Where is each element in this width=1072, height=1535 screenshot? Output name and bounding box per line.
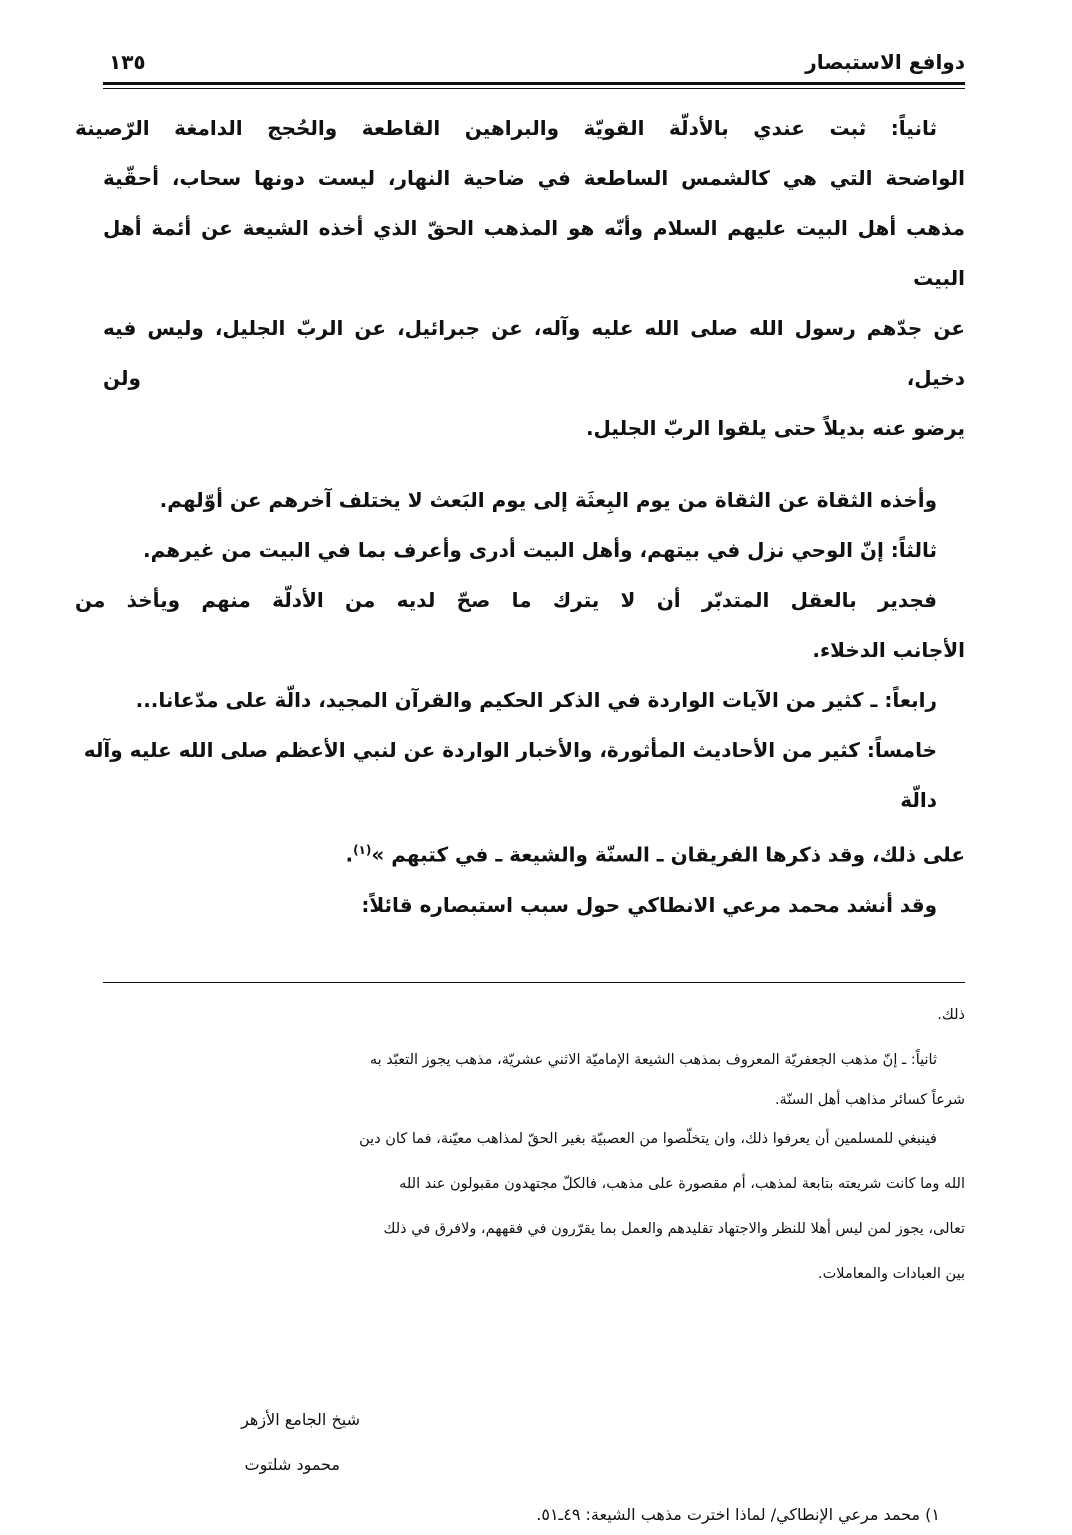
note-line: فينبغي للمسلمين أن يعرفوا ذلك، وان يتخلّصوا من العصبيّة بغير الحقّ لمذاهب معيّنة، فما كان دين [359,1130,937,1147]
signature-block [150,1397,360,1487]
body-line: الواضحة التي هي كالشمس الساطعة في ضاحية النهار، ليست دونها سحاب، أحقّية [103,166,965,190]
closing-text: وقد أنشد [839,892,937,917]
note-line: تعالى، يجوز لمن ليس أهلا للنظر والاجتهاد تقليدهم والعمل بما يقرّرون في فقههم، ولافرق في ذلك [383,1220,965,1237]
body-line: رابعاً: ـ كثير من الآيات الواردة في الذكر الحكيم والقرآن المجيد، دالّة على مدّعانا... [135,688,937,712]
note-line: ذلك. [937,1006,965,1023]
header-rule [103,82,965,89]
body-line: يرضو عنه بديلاً حتى يلقوا الربّ الجليل. [585,416,965,440]
closing-line [75,880,965,930]
body-line: على ذلك، وقد ذكرها الفريقان ـ السنّة والشيعة ـ في كتبهم »$^{(١)}$. [345,842,965,867]
closing-text: حول سبب استبصاره قائلاً: [361,892,628,917]
body-line-text: على ذلك، وقد ذكرها الفريقان ـ السنّة والشيعة ـ في كتبهم » [371,842,965,867]
note-line: شرعاً كسائر مذاهب أهل السنّة. [774,1091,965,1108]
body-line: فجدير بالعقل المتدبّر أن لا يترك ما صحّ لديه من الأدلّة منهم ويأخذ من [75,588,937,612]
signature-title: شيخ الجامع الأزهر [241,1409,360,1429]
note-line: الله وما كانت شريعته بتابعة لمذهب، أم مقصورة على مذهب، فالكلّ مجتهدون مقبولون عند الله [399,1175,965,1192]
footnote-marker[interactable]: (١) [353,843,372,857]
body-line: الأجانب الدخلاء. [812,638,965,662]
header-title: دوافع الاستبصار [805,50,965,74]
body-line: وأخذه الثقاة عن الثقاة من يوم البِعثَة إلى يوم البَعث لا يختلف آخرهم عن أوّلهم. [159,488,937,512]
note-line: ثانياً: ـ إنّ مذهب الجعفريّة المعروف بمذهب الشيعة الإماميّة الاثني عشريّة، مذهب يجوز التعبّد به [369,1051,937,1068]
body-line: خامساً: كثير من الأحاديث المأثورة، والأخبار الواردة عن لنبي الأعظم صلى الله عليه وآله دالّة [83,738,937,812]
running-header [103,44,965,82]
body-line: عن جدّهم رسول الله صلى الله عليه وآله، عن جبرائيل، عن الربّ الجليل، وليس فيه دخيل، ولن [103,316,965,390]
body-line: ثالثاً: إنّ الوحي نزل في بيتهم، وأهل البيت أدرى وأعرف بما في البيت من غيرهم. [143,538,937,562]
note-line: بين العبادات والمعاملات. [818,1265,965,1282]
page-number: ١٣٥ [109,50,146,74]
footnote: ١) محمد مرعي الإنطاكي/ لماذا اخترت مذهب الشيعة: ٤٩ـ٥١. [536,1504,940,1524]
footnote-separator [103,982,965,983]
body-line: مذهب أهل البيت عليهم السلام وأنّه هو المذهب الحقّ الذي أخذه الشيعة عن أئمة أهل البيت [103,216,965,290]
signature-name: محمود شلتوت [244,1454,340,1474]
author-name: محمد مرعي الانطاكي [627,892,840,917]
book-page [75,0,965,1535]
body-line: ثانياً: ثبت عندي بالأدلّة القويّة والبراهين القاطعة والحُجج الدامغة الرّصينة [75,116,937,140]
